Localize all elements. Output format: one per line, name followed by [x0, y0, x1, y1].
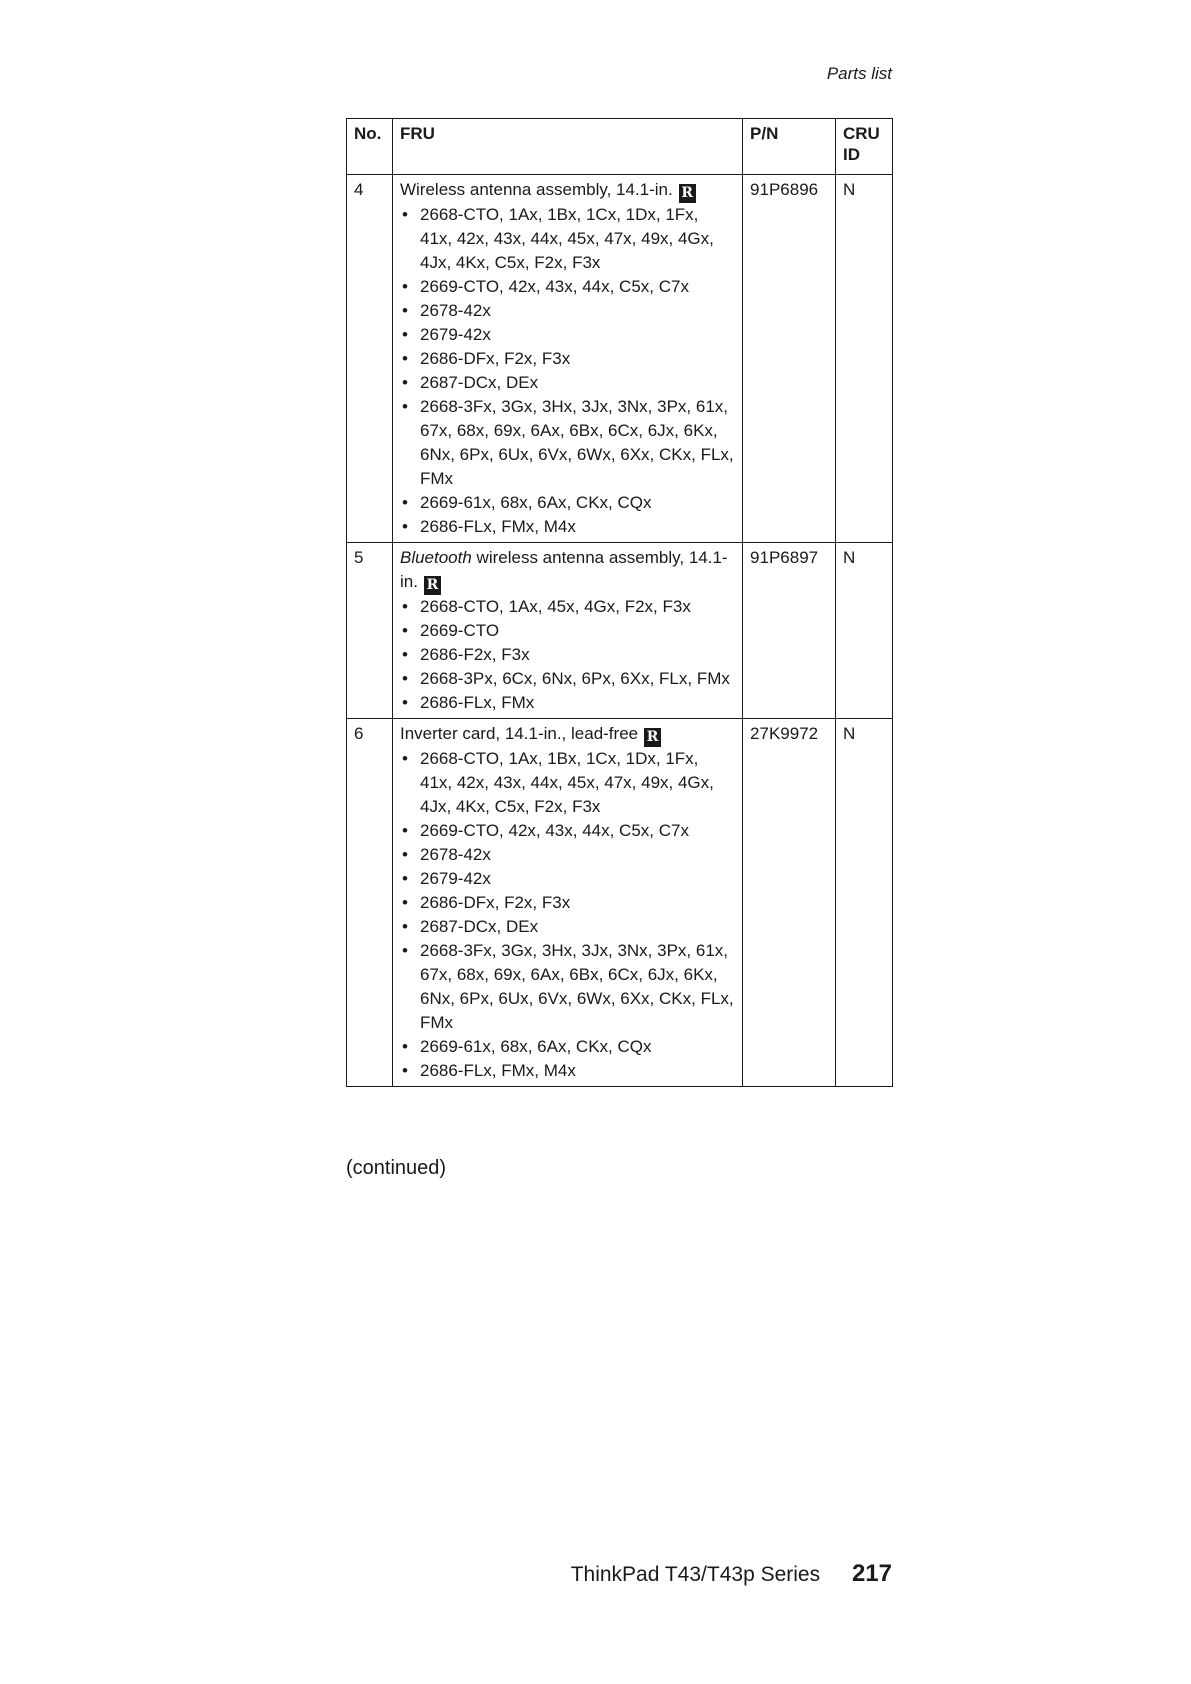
model-list	[400, 595, 735, 715]
running-header: Parts list	[826, 64, 892, 83]
column-header-no: No.	[347, 119, 393, 175]
model-list	[400, 203, 735, 539]
part-number: 91P6896	[743, 175, 836, 543]
restricted-badge-icon: R	[424, 576, 441, 595]
model-list-item: • 2668-3Fx, 3Gx, 3Hx, 3Jx, 3Nx, 3Px, 61x, 67x, 68x, 69x, 6Ax, 6Bx, 6Cx, 6Jx, 6Kx, 6Nx, 6Px, 6Ux, 6Vx, 6Wx, 6Xx, CKx, FLx, FMx	[400, 939, 735, 1035]
column-header-fru: FRU	[392, 119, 742, 175]
row-number: 5	[347, 543, 393, 719]
table-row	[347, 175, 893, 543]
model-list-item: • 2686-DFx, F2x, F3x	[400, 347, 735, 371]
model-list-item: • 2679-42x	[400, 867, 735, 891]
model-list-item: • 2686-FLx, FMx, M4x	[400, 515, 735, 539]
model-list-item: • 2668-3Fx, 3Gx, 3Hx, 3Jx, 3Nx, 3Px, 61x, 67x, 68x, 69x, 6Ax, 6Bx, 6Cx, 6Jx, 6Kx, 6Nx, 6Px, 6Ux, 6Vx, 6Wx, 6Xx, CKx, FLx, FMx	[400, 395, 735, 491]
table-row	[347, 543, 893, 719]
fru-description: Wireless antenna assembly, 14.1-in.	[399, 180, 673, 199]
model-list-item: • 2668-3Px, 6Cx, 6Nx, 6Px, 6Xx, FLx, FMx	[400, 667, 735, 691]
fru-description: Inverter card, 14.1-in., lead-free	[399, 724, 639, 743]
model-list-item: • 2687-DCx, DEx	[400, 371, 735, 395]
model-list-item: • 2669-CTO	[400, 619, 735, 643]
model-list-item: • 2668-CTO, 1Ax, 45x, 4Gx, F2x, F3x	[400, 595, 735, 619]
restricted-badge-icon: R	[679, 184, 696, 203]
footer-series-title: ThinkPad T43/T43p Series	[570, 1563, 821, 1586]
fru-description-lead: Bluetooth	[399, 548, 472, 567]
fru-cell	[392, 543, 742, 719]
model-list-item: • 2669-CTO, 42x, 43x, 44x, C5x, C7x	[400, 275, 735, 299]
column-header-pn: P/N	[743, 119, 836, 175]
fru-cell	[392, 719, 742, 1087]
model-list-item: • 2669-61x, 68x, 6Ax, CKx, CQx	[400, 1035, 735, 1059]
restricted-badge-icon: R	[644, 728, 661, 747]
table-header-row	[347, 119, 893, 175]
model-list-item: • 2686-DFx, F2x, F3x	[400, 891, 735, 915]
fru-description: wireless antenna assembly, 14.1-in.	[399, 548, 728, 591]
model-list-item: • 2678-42x	[400, 843, 735, 867]
model-list-item: • 2669-CTO, 42x, 43x, 44x, C5x, C7x	[400, 819, 735, 843]
model-list-item: • 2686-F2x, F3x	[400, 643, 735, 667]
model-list-item: • 2668-CTO, 1Ax, 1Bx, 1Cx, 1Dx, 1Fx, 41x, 42x, 43x, 44x, 45x, 47x, 49x, 4Gx, 4Jx, 4Kx, C5x, F2x, F3x	[400, 203, 735, 275]
row-number: 4	[347, 175, 393, 543]
model-list-item: • 2679-42x	[400, 323, 735, 347]
model-list	[400, 747, 735, 1083]
fru-cell	[392, 175, 742, 543]
cru-id: N	[836, 719, 893, 1087]
model-list-item: • 2686-FLx, FMx, M4x	[400, 1059, 735, 1083]
part-number: 27K9972	[743, 719, 836, 1087]
row-number: 6	[347, 719, 393, 1087]
model-list-item: • 2678-42x	[400, 299, 735, 323]
cru-id: N	[836, 175, 893, 543]
model-list-item: • 2686-FLx, FMx	[400, 691, 735, 715]
parts-table	[346, 118, 893, 1087]
page-footer	[571, 1560, 892, 1588]
model-list-item: • 2668-CTO, 1Ax, 1Bx, 1Cx, 1Dx, 1Fx, 41x, 42x, 43x, 44x, 45x, 47x, 49x, 4Gx, 4Jx, 4Kx, C5x, F2x, F3x	[400, 747, 735, 819]
parts-table-body	[347, 175, 893, 1087]
part-number: 91P6897	[743, 543, 836, 719]
page-number: 217	[851, 1560, 892, 1587]
continued-note: (continued)	[346, 1157, 447, 1179]
model-list-item: • 2669-61x, 68x, 6Ax, CKx, CQx	[400, 491, 735, 515]
model-list-item: • 2687-DCx, DEx	[400, 915, 735, 939]
cru-id: N	[836, 543, 893, 719]
table-row	[347, 719, 893, 1087]
column-header-cru-id: CRU ID	[836, 119, 893, 175]
